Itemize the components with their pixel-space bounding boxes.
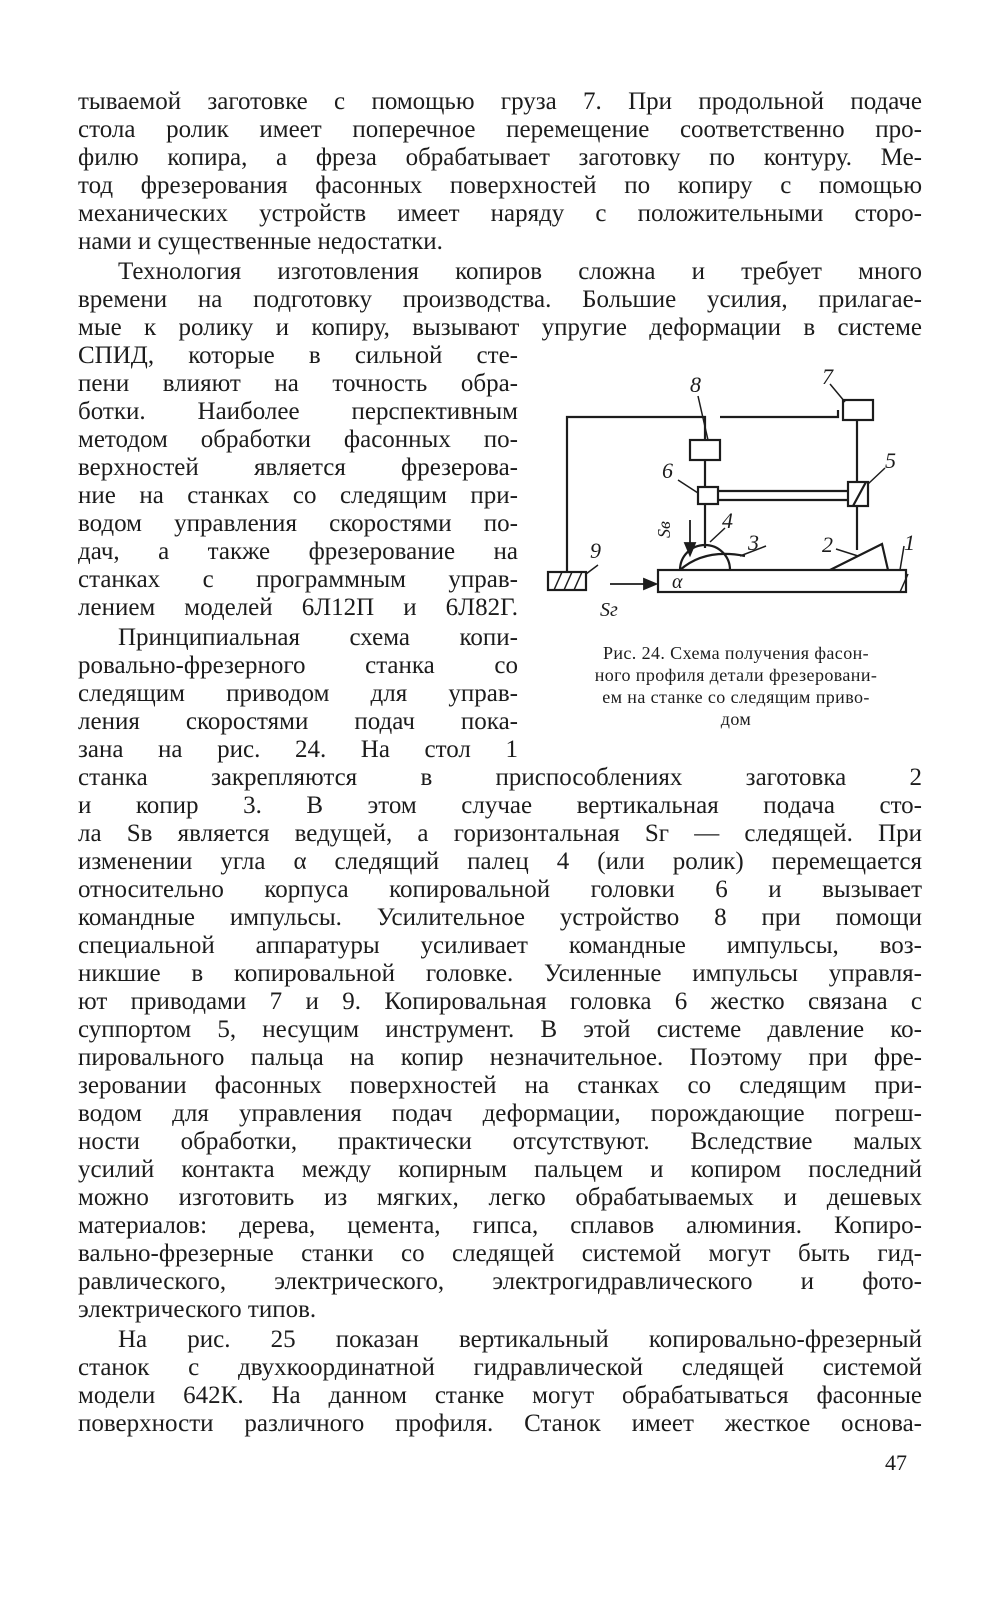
- label-7: 7: [822, 364, 833, 389]
- text-line: ние на станках со следящим при-: [78, 482, 518, 509]
- text-line: На рис. 25 показан вертикальный копировально-фрезерный: [118, 1326, 922, 1353]
- label-1: 1: [904, 530, 915, 555]
- text-line: Технология изготовления копиров сложна и требует много: [118, 258, 922, 285]
- text-line: материалов: дерева, цемента, гипса, сплавов алюминия. Копиро-: [78, 1212, 922, 1239]
- workpiece-2: [830, 544, 888, 570]
- text-line: вально-фрезерные станки со следящей системой могут быть гид-: [78, 1240, 922, 1267]
- text-line: тываемой заготовке с помощью груза 7. При продольной подаче: [78, 88, 922, 115]
- signal-line-left: [567, 417, 705, 572]
- text-line: водом управления скоростями по-: [78, 510, 518, 537]
- text-line: зеровании фасонных поверхностей на станках со следящим при-: [78, 1072, 922, 1099]
- label-sv: Sв: [654, 521, 674, 538]
- text-line: пировального пальца на копир незначительное. Поэтому при фре-: [78, 1044, 922, 1071]
- text-line: изменении угла α следящий палец 4 (или ролик) перемещается: [78, 848, 922, 875]
- text-line: ют приводами 7 и 9. Копировальная головка 6 жестко связана с: [78, 988, 922, 1015]
- text-line: ности обработки, практически отсутствуют. Вследствие малых: [78, 1128, 922, 1155]
- text-line: лением моделей 6Л12П и 6Л82Г.: [78, 594, 518, 621]
- text-line: ботки. Наиболее перспективным: [78, 398, 518, 425]
- label-3: 3: [748, 530, 759, 555]
- text-line: станках с программным управ-: [78, 566, 518, 593]
- text-line: филю копира, а фреза обрабатывает заготовку по контуру. Ме-: [78, 144, 922, 171]
- label-alpha: α: [672, 571, 683, 593]
- text-line: СПИД, которые в сильной сте-: [78, 342, 518, 369]
- text-line: модели 642К. На данном станке могут обрабатываться фасонные: [78, 1382, 922, 1409]
- text-line: мые к ролику и копиру, вызывают упругие деформации в системе: [78, 314, 922, 341]
- label-8: 8: [690, 372, 701, 397]
- text-line: нами и существенные недостатки.: [78, 228, 443, 255]
- figure-caption: [552, 642, 920, 730]
- text-line: зана на рис. 24. На стол 1: [78, 736, 518, 763]
- text-line: Принципиальная схема копи-: [118, 624, 518, 651]
- drive-7-box: [843, 400, 873, 420]
- label-sg: Sг: [600, 599, 618, 621]
- amplifier-8-box: [690, 440, 720, 460]
- text-line: водом для управления подач деформации, порождающие погреш-: [78, 1100, 922, 1127]
- text-line: командные импульсы. Усилительное устройство 8 при помощи: [78, 904, 922, 931]
- text-line: методом обработки фасонных по-: [78, 426, 518, 453]
- text-line: тод фрезерования фасонных поверхностей по копиру с помощью: [78, 172, 922, 199]
- copy-milling-scheme-figure: [540, 360, 920, 625]
- signal-line-top: [720, 410, 838, 417]
- text-line: пени влияют на точность обра-: [78, 370, 518, 397]
- text-line: поверхности различного профиля. Станок имеет жесткое основа-: [78, 1410, 922, 1437]
- page-number: 47: [885, 1450, 907, 1475]
- label-9: 9: [590, 538, 601, 563]
- caption-line: ного профиля детали фрезеровани-: [594, 665, 878, 685]
- text-line: ровально-фрезерного станка со: [78, 652, 518, 679]
- caption-line: дом: [720, 709, 752, 729]
- text-line: времени на подготовку производства. Большие усилия, прилагае-: [78, 286, 922, 313]
- text-line: следящим приводом для управ-: [78, 680, 518, 707]
- caption-line: Рис. 24. Схема получения фасон-: [602, 643, 870, 663]
- text-line: специальной аппаратуры усиливает командные импульсы, воз-: [78, 932, 922, 959]
- text-line: стола ролик имеет поперечное перемещение соответственно про-: [78, 116, 922, 143]
- text-line: суппортом 5, несущим инструмент. В этой системе давление ко-: [78, 1016, 922, 1043]
- text-line: ления скоростями подач пока-: [78, 708, 518, 735]
- label-4: 4: [722, 508, 733, 533]
- text-line: можно изготовить из мягких, легко обрабатываемых и дешевых: [78, 1184, 922, 1211]
- text-line: станка закрепляются в приспособлениях заготовка 2: [78, 764, 922, 791]
- text-line: и копир 3. В этом случае вертикальная подача сто-: [78, 792, 922, 819]
- text-line: дач, а также фрезерование на: [78, 538, 518, 565]
- label-6: 6: [662, 458, 673, 483]
- text-line: относительно корпуса копировальной головки 6 и вызывает: [78, 876, 922, 903]
- text-line: механических устройств имеет наряду с положительными сторо-: [78, 200, 922, 227]
- text-line: никшие в копировальной головке. Усиленные импульсы управля-: [78, 960, 922, 987]
- text-line: ла Sв является ведущей, а горизонтальная Sг — следящей. При: [78, 820, 922, 847]
- copying-head-6-box: [698, 487, 718, 504]
- label-2: 2: [822, 532, 833, 557]
- table-1: [658, 570, 906, 592]
- caption-line: ем на станке со следящим приво-: [602, 687, 870, 707]
- text-line: электрического типов.: [78, 1296, 317, 1323]
- text-line: равлического, электрического, электрогидравлического и фото-: [78, 1268, 922, 1295]
- label-5: 5: [885, 448, 896, 473]
- text-line: верхностей является фрезерова-: [78, 454, 518, 481]
- text-line: усилий контакта между копирным пальцем и копиром последний: [78, 1156, 922, 1183]
- text-line: станок с двухкоординатной гидравлической следящей системой: [78, 1354, 922, 1381]
